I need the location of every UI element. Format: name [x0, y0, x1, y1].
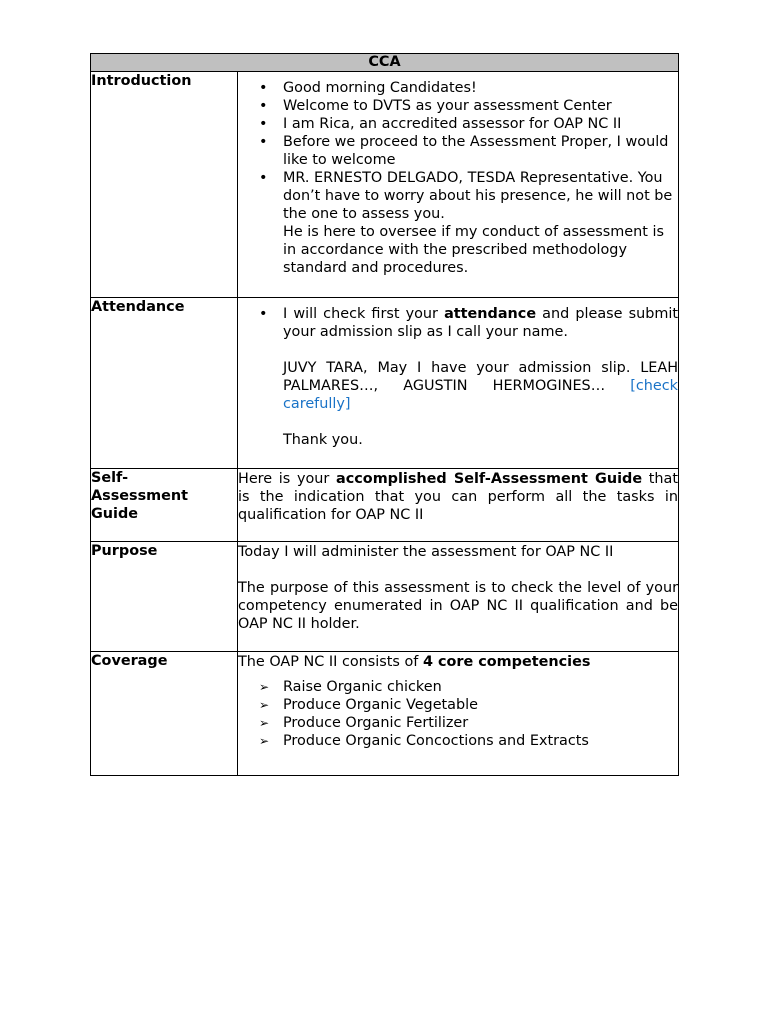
attendance-keyword: attendance	[444, 306, 537, 322]
purpose-row	[91, 542, 679, 652]
list-item: ➢ Raise Organic chicken	[283, 678, 678, 696]
purpose-line-2: The purpose of this assessment is to check the level of your competency enumerated in OAP NC II qualification and be OAP NC II holder.	[238, 580, 679, 632]
purpose-line-1: Today I will administer the assessment for OAP NC II	[238, 544, 614, 560]
coverage-intro: The OAP NC II consists of 4 core competencies	[238, 654, 591, 670]
cca-table	[90, 53, 679, 776]
list-item: ➢ Produce Organic Vegetable	[283, 696, 678, 714]
introduction-label: Introduction	[91, 72, 238, 298]
attendance-thanks: Thank you.	[283, 432, 363, 448]
list-item: • Welcome to DVTS as your assessment Center	[283, 97, 678, 115]
introduction-continuation: He is here to oversee if my conduct of assessment is in accordance with the prescribed methodology standard and procedures.	[283, 224, 664, 276]
list-item: • Good morning Candidates!	[283, 79, 678, 97]
attendance-text: I will check first your	[283, 306, 445, 322]
attendance-content	[238, 298, 679, 469]
coverage-list	[238, 678, 678, 750]
self-assessment-keyword: accomplished Self-Assessment Guide	[336, 471, 643, 487]
list-item	[283, 305, 678, 341]
purpose-label: Purpose	[91, 542, 238, 652]
coverage-row	[91, 652, 679, 776]
table-title: CCA	[91, 54, 679, 72]
introduction-row	[91, 72, 679, 298]
list-item: • Before we proceed to the Assessment Proper, I would like to welcome	[283, 133, 678, 169]
coverage-content	[238, 652, 679, 776]
list-item: ➢ Produce Organic Concoctions and Extracts	[283, 732, 678, 750]
attendance-row	[91, 298, 679, 469]
coverage-label: Coverage	[91, 652, 238, 776]
list-item: • I am Rica, an accredited assessor for OAP NC II	[283, 115, 678, 133]
attendance-text-end: and please submit your admission slip as I call your name.	[283, 306, 678, 340]
coverage-keyword: 4 core competencies	[422, 654, 591, 670]
attendance-names	[238, 359, 678, 413]
introduction-list	[238, 79, 678, 223]
attendance-list	[238, 305, 678, 341]
attendance-names-text: JUVY TARA, May I have your admission slip. LEAH PALMARES…, AGUSTIN HERMOGINES…	[283, 360, 679, 394]
introduction-content	[238, 72, 679, 298]
list-item: • MR. ERNESTO DELGADO, TESDA Representative. You don’t have to worry about his presence, he will not be the one to assess you.	[283, 169, 678, 223]
self-assessment-content: Here is your accomplished Self-Assessment Guide that is the indication that you can perform all the tasks in qualification for OAP NC II	[238, 469, 679, 542]
attendance-note: [check carefully]	[283, 378, 679, 412]
attendance-label: Attendance	[91, 298, 238, 469]
self-assessment-row	[91, 469, 679, 542]
purpose-content	[238, 542, 679, 652]
self-assessment-label: Self- Assessment Guide	[91, 469, 238, 542]
list-item: ➢ Produce Organic Fertilizer	[283, 714, 678, 732]
